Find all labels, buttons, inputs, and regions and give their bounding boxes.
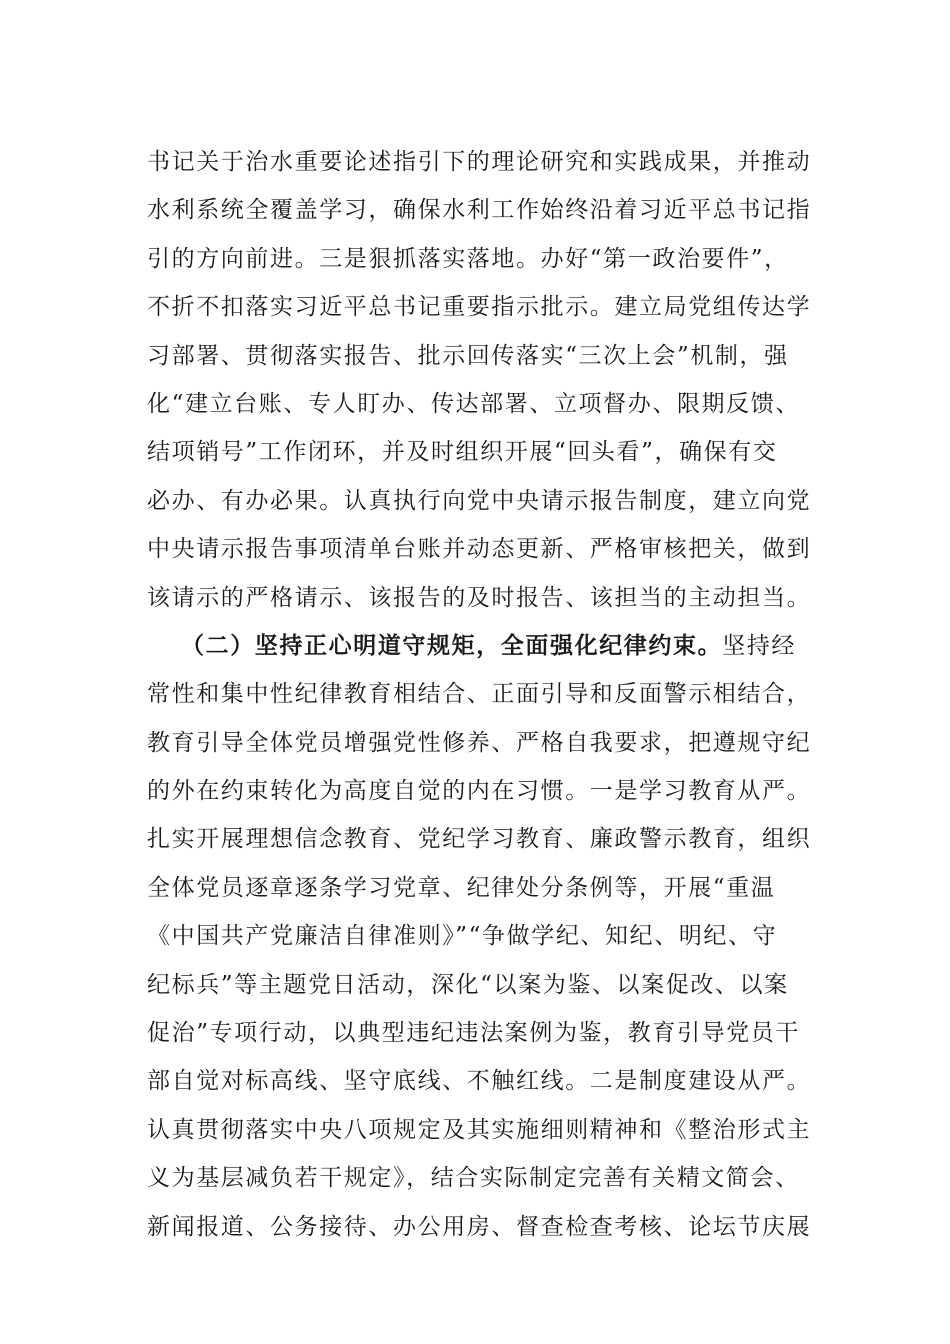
paragraph-section-2 — [147, 622, 827, 1251]
text-line: 常性和集中性纪律教育相结合、正面引导和反面警示相结合， — [147, 681, 812, 708]
text-line: 促治”专项行动，以典型违纪违法案例为鉴，教育引导党员干 — [147, 1020, 800, 1047]
text-line: 《中国共产党廉洁自律准则》”“争做学纪、知纪、明纪、守 — [147, 923, 778, 950]
text-line: 部自觉对标高线、坚守底线、不触红线。二是制度建设从严。 — [147, 1068, 812, 1095]
section-heading: （二）坚持正心明道守规矩，全面强化纪律约束。 — [181, 631, 723, 659]
section-heading-line — [147, 622, 827, 670]
text-line: 必办、有办必果。认真执行向党中央请示报告制度，建立向党 — [147, 487, 812, 514]
paragraph-section-1-continuation — [147, 138, 827, 622]
text-line: 习部署、贯彻落实报告、批示回传落实“三次上会”机制，强 — [147, 342, 789, 369]
heading-line-text: 坚持经 — [722, 632, 797, 659]
text-line: 义为基层减负若干规定》，结合实际制定完善有关精文简会、 — [147, 1165, 800, 1192]
text-line: 全体党员逐章逐条学习党章、纪律处分条例等，开展“重温 — [147, 874, 776, 901]
text-line: 该请示的严格请示、该报告的及时报告、该担当的主动担当。 — [147, 584, 812, 611]
text-line: 认真贯彻落实中央八项规定及其实施细则精神和《整治形式主 — [147, 1116, 812, 1143]
text-line: 中央请示报告事项清单台账并动态更新、严格审核把关，做到 — [147, 536, 812, 563]
text-line: 教育引导全体党员增强党性修养、严格自我要求，把遵规守纪 — [147, 729, 812, 756]
text-line: 不折不扣落实习近平总书记重要指示批示。建立局党组传达学 — [147, 294, 812, 321]
text-line: 纪标兵”等主题党日活动，深化“以案为鉴、以案促改、以案 — [147, 971, 789, 998]
text-line: 化“建立台账、专人盯办、传达部署、立项督办、限期反馈、 — [147, 390, 800, 417]
text-line: 的外在约束转化为高度自觉的内在习惯。一是学习教育从严。 — [147, 778, 812, 805]
text-line: 扎实开展理想信念教育、党纪学习教育、廉政警示教育，组织 — [147, 826, 812, 853]
text-line: 水利系统全覆盖学习，确保水利工作始终沿着习近平总书记指 — [147, 197, 812, 224]
text-line: 引的方向前进。三是狠抓落实落地。办好“第一政治要件”， — [147, 245, 789, 272]
text-line: 新闻报道、公务接待、办公用房、督查检查考核、论坛节庆展 — [147, 1213, 812, 1240]
document-body — [147, 138, 827, 1251]
text-line: 书记关于治水重要论述指引下的理论研究和实践成果，并推动 — [147, 149, 812, 175]
text-line: 结项销号”工作闭环，并及时组织开展“回头看”，确保有交 — [147, 439, 778, 466]
